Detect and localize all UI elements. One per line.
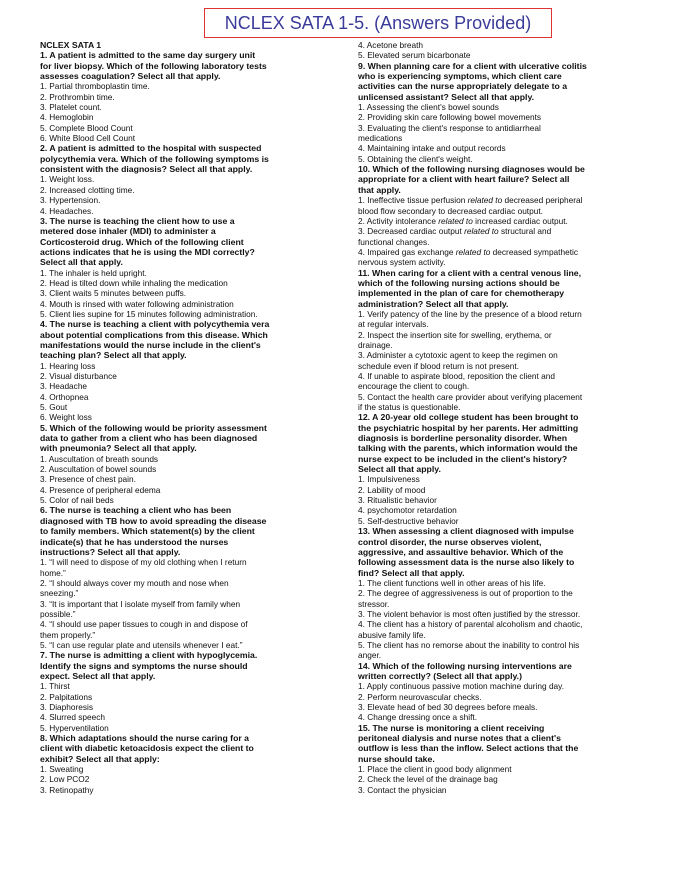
question-text-line: 4. The nurse is teaching a client with polycythemia vera (40, 319, 270, 330)
answer-option-line: 4. Presence of peripheral edema (40, 484, 161, 495)
answer-option-line: medications (358, 133, 403, 144)
answer-option-line: 4. Maintaining intake and output records (358, 143, 506, 154)
answer-option-line: 5. Contact the health care provider about verifying placement (358, 391, 583, 402)
question-text-line: written correctly? (Select all that apply.) (358, 670, 522, 681)
answer-option-line: 1. Hearing loss (40, 360, 96, 371)
question-text-line: manifestations would the nurse include in the client's (40, 339, 261, 350)
question-text-line: Corticosteroid drug. Which of the following client (40, 236, 244, 247)
question-text-line: activities can the nurse appropriately delegate to a (358, 81, 568, 92)
answer-option-line: 2. Check the level of the drainage bag (358, 774, 498, 785)
question-text-line: appropriate for a client with heart failure? Select all (358, 174, 570, 185)
answer-option-line: 1. Apply continuous passive motion machine during day. (358, 681, 565, 692)
question-text-line: 3. The nurse is teaching the client how to use a (40, 215, 235, 226)
answer-option-line: 2. The degree of aggressiveness is out of proportion to the (358, 588, 573, 599)
question-text-line: indicate(s) that he has understood the nurses (40, 536, 229, 547)
answer-option-line: 4. The client has a history of parental alcoholism and chaotic, (358, 619, 583, 630)
answer-option-line: 5. Gout (40, 402, 68, 413)
answer-option-line: 1. Ineffective tissue perfusion related to decreased peripheral (358, 195, 583, 206)
answer-option-line: 3. Client waits 5 minutes between puffs. (40, 288, 187, 299)
question-text-line: 1. A patient is admitted to the same day surgery unit (40, 50, 256, 61)
question-text-line: 15. The nurse is monitoring a client receiving (358, 722, 545, 733)
answer-option-line: 1. Weight loss. (40, 174, 95, 185)
answer-option-line: 5. Color of nail beds (40, 495, 114, 506)
answer-option-line: 2. Prothrombin time. (40, 91, 115, 102)
answer-option-line: nervous system activity. (358, 257, 446, 268)
question-text-line: for liver biopsy. Which of the following laboratory tests (40, 60, 267, 71)
answer-option-line: schedule even if blood return is not present. (358, 360, 519, 371)
answer-option-line: 4. “I should use paper tissues to cough in and dispose of (40, 619, 248, 630)
answer-option-line: 1. The client functions well in other areas of his life. (358, 577, 546, 588)
question-text-line: 14. Which of the following nursing interventions are (358, 660, 572, 671)
answer-option-line: 6. Weight loss (40, 412, 92, 423)
answer-option-line: 3. Platelet count. (40, 102, 102, 113)
question-text-line: 10. Which of the following nursing diagnoses would be (358, 164, 585, 175)
question-text-line: which of the following nursing actions should be (358, 277, 560, 288)
question-text-line: 9. When planning care for a client with ulcerative colitis (358, 60, 587, 71)
question-text-line: 5. Which of the following would be priority assessment (40, 422, 267, 433)
answer-option-line: 3. Decreased cardiac output related to structural and (358, 226, 552, 237)
answer-option-line: 5. Self-destructive behavior (358, 515, 459, 526)
answer-option-line: 5. Hyperventilation (40, 722, 109, 733)
answer-option-line: 3. Contact the physician (358, 784, 447, 795)
answer-option-line: 1. Sweating (40, 764, 84, 775)
answer-option-line: 2. Inspect the insertion site for swelling, erythema, or (358, 329, 552, 340)
answer-option-line: 2. Palpitations (40, 691, 93, 702)
answer-option-line: functional changes. (358, 236, 430, 247)
question-text-line: client with diabetic ketoacidosis expect the client to (40, 743, 254, 754)
question-text-line: nurse should take. (358, 753, 435, 764)
question-text-line: NCLEX SATA 1 (40, 40, 102, 50)
answer-option-line: 4. Orthopnea (40, 391, 89, 402)
answer-option-line: 1. Assessing the client's bowel sounds (358, 102, 499, 113)
question-text-line: 6. The nurse is teaching a client who has been (40, 505, 232, 516)
question-text-line: the psychiatric hospital by her parents. Her admitting (358, 422, 579, 433)
left-text-column (40, 40, 350, 795)
answer-option-line: 4. If unable to aspirate blood, reposition the client and (358, 371, 555, 381)
question-text-line: aggressive, and assaultive behavior. Which of the (358, 546, 564, 557)
question-text-line: assesses coagulation? Select all that apply. (40, 71, 221, 82)
answer-option-line: 1. Impulsiveness (358, 474, 420, 485)
question-text-line: 7. The nurse is admitting a client with hypoglycemia. (40, 650, 258, 661)
answer-option-line: them properly.” (40, 629, 96, 640)
question-text-line: to family members. Which statement(s) by the client (40, 526, 255, 537)
answer-option-line: 5. “I can use regular plate and utensils whenever I eat.” (40, 639, 243, 650)
question-text-line: 11. When caring for a client with a central venous line, (358, 267, 582, 278)
answer-option-line: 3. Presence of chest pain. (40, 474, 136, 485)
answer-option-line: 2. Activity intolerance related to increased cardiac output. (358, 215, 568, 226)
answer-option-line: 3. Retinopathy (40, 784, 94, 795)
question-text-line: instructions? Select all that apply. (40, 546, 181, 557)
answer-option-line: 2. Providing skin care following bowel movements (358, 112, 542, 123)
answer-option-line: 4. Mouth is rinsed with water following administration (40, 298, 234, 309)
answer-option-line: anger. (358, 650, 382, 661)
answer-option-line: 2. “I should always cover my mouth and nose when (40, 577, 229, 588)
document-title: NCLEX SATA 1-5. (Answers Provided) (224, 12, 532, 33)
right-text-column (358, 40, 668, 795)
answer-option-line: 1. The inhaler is held upright. (40, 267, 147, 278)
question-text-line: peritoneal dialysis and nurse notes that a client's (358, 733, 561, 744)
answer-option-line: home.” (40, 567, 66, 578)
question-text-line: 12. A 20-year old college student has been brought to (358, 412, 579, 423)
question-text-line: 8. Which adaptations should the nurse caring for a (40, 733, 250, 744)
question-text-line: talking with the parents, which information would the (358, 443, 578, 454)
answer-option-line: 1. Auscultation of breath sounds (40, 453, 159, 464)
question-text-line: nurse expect to be included in the client's history? (358, 453, 568, 464)
answer-option-line: 3. “It is important that I isolate myself from family when (40, 598, 241, 609)
answer-option-line: 1. Verify patency of the line by the presence of a blood return (358, 308, 582, 319)
question-text-line: find? Select all that apply. (358, 567, 465, 578)
question-text-line: administration? Select all that apply. (358, 298, 509, 309)
answer-option-line: 4. Change dressing once a shift. (358, 712, 477, 723)
question-text-line: polycythemia vera. Which of the following symptoms is (40, 153, 269, 164)
question-text-line: metered dose inhaler (MDI) to administer a (40, 226, 216, 237)
question-text-line: implemented in the plan of care for chemotherapy (358, 288, 565, 299)
question-text-line: with pneumonia? Select all that apply. (40, 443, 197, 454)
answer-option-line: 2. Increased clotting time. (40, 184, 135, 195)
answer-option-line: blood flow secondary to decreased cardiac output. (358, 205, 543, 216)
answer-option-line: 3. Evaluating the client's response to antidiarrheal (358, 122, 541, 133)
question-text-line: who is experiencing symptoms, which client care (358, 71, 562, 82)
answer-option-line: 5. Obtaining the client's weight. (358, 153, 473, 164)
answer-option-line: 3. Hypertension. (40, 195, 101, 206)
answer-option-line: 4. Hemoglobin (40, 112, 94, 123)
answer-option-line: 4. Acetone breath (358, 40, 424, 50)
question-text-line: following assessment data is the nurse also likely to (358, 557, 575, 568)
answer-option-line: 2. Perform neurovascular checks. (358, 691, 482, 702)
question-text-line: control disorder, the nurse observes violent, (358, 536, 542, 547)
question-text-line: unlicensed assistant? Select all that apply. (358, 91, 535, 102)
answer-option-line: encourage the client to cough. (358, 381, 470, 392)
answer-option-line: 5. Client lies supine for 15 minutes following administration. (40, 308, 258, 319)
document-title-box (204, 8, 552, 38)
answer-option-line: 6. White Blood Cell Count (40, 133, 136, 144)
answer-option-line: abusive family life. (358, 629, 426, 640)
answer-option-line: 3. Administer a cytotoxic agent to keep the regimen on (358, 350, 558, 361)
question-text-line: expect. Select all that apply. (40, 670, 156, 681)
answer-option-line: 1. “I will need to dispose of my old clothing when I return (40, 557, 247, 568)
answer-option-line: 3. Headache (40, 381, 88, 392)
answer-option-line: possible.” (40, 608, 76, 619)
question-text-line: diagnosed with TB how to avoid spreading the disease (40, 515, 267, 526)
answer-option-line: 2. Auscultation of bowel sounds (40, 464, 157, 475)
answer-option-line: 3. Ritualistic behavior (358, 495, 437, 506)
answer-option-line: sneezing.” (40, 588, 79, 599)
answer-option-line: 5. Complete Blood Count (40, 122, 133, 133)
answer-option-line: drainage. (358, 339, 393, 350)
answer-option-line: 2. Visual disturbance (40, 371, 117, 381)
answer-option-line: 2. Low PCO2 (40, 774, 90, 785)
question-text-line: consistent with the diagnosis? Select all that apply. (40, 164, 253, 175)
question-text-line: outflow is less than the inflow. Select actions that the (358, 743, 579, 754)
answer-option-line: 2. Lability of mood (358, 484, 426, 495)
answer-option-line: 3. The violent behavior is most often justified by the stressor. (358, 608, 581, 619)
question-text-line: data to gather from a client who has been diagnosed (40, 433, 258, 444)
question-text-line: actions indicates that he is using the MDI correctly? (40, 246, 255, 257)
answer-option-line: stressor. (358, 598, 390, 609)
question-text-line: 2. A patient is admitted to the hospital with suspected (40, 143, 262, 154)
answer-option-line: if the status is questionable. (358, 402, 461, 413)
question-text-line: teaching plan? Select all that apply. (40, 350, 187, 361)
answer-option-line: 1. Thirst (40, 681, 70, 692)
answer-option-line: 4. psychomotor retardation (358, 505, 457, 516)
question-text-line: Select all that apply. (358, 464, 441, 475)
question-text-line: about potential complications from this disease. Which (40, 329, 268, 340)
question-text-line: Select all that apply. (40, 257, 123, 268)
answer-option-line: 2. Head is tilted down while inhaling the medication (40, 277, 228, 288)
question-text-line: exhibit? Select all that apply: (40, 753, 160, 764)
answer-option-line: 3. Diaphoresis (40, 702, 94, 712)
answer-option-line: 5. Elevated serum bicarbonate (358, 50, 471, 61)
answer-option-line: 4. Impaired gas exchange related to decreased sympathetic (358, 246, 578, 257)
question-text-line: that apply. (358, 184, 401, 195)
answer-option-line: 4. Slurred speech (40, 712, 106, 723)
answer-option-line: 3. Elevate head of bed 30 degrees before meals. (358, 702, 538, 712)
answer-option-line: 4. Headaches. (40, 205, 94, 216)
answer-option-line: at regular intervals. (358, 319, 429, 330)
answer-option-line: 1. Place the client in good body alignment (358, 764, 512, 775)
question-text-line: Identify the signs and symptoms the nurse should (40, 660, 248, 671)
answer-option-line: 1. Partial thromboplastin time. (40, 81, 150, 92)
answer-option-line: 5. The client has no remorse about the inability to control his (358, 639, 580, 650)
question-text-line: diagnosis is borderline personality disorder. When (358, 433, 568, 444)
question-text-line: 13. When assessing a client diagnosed with impulse (358, 526, 574, 537)
